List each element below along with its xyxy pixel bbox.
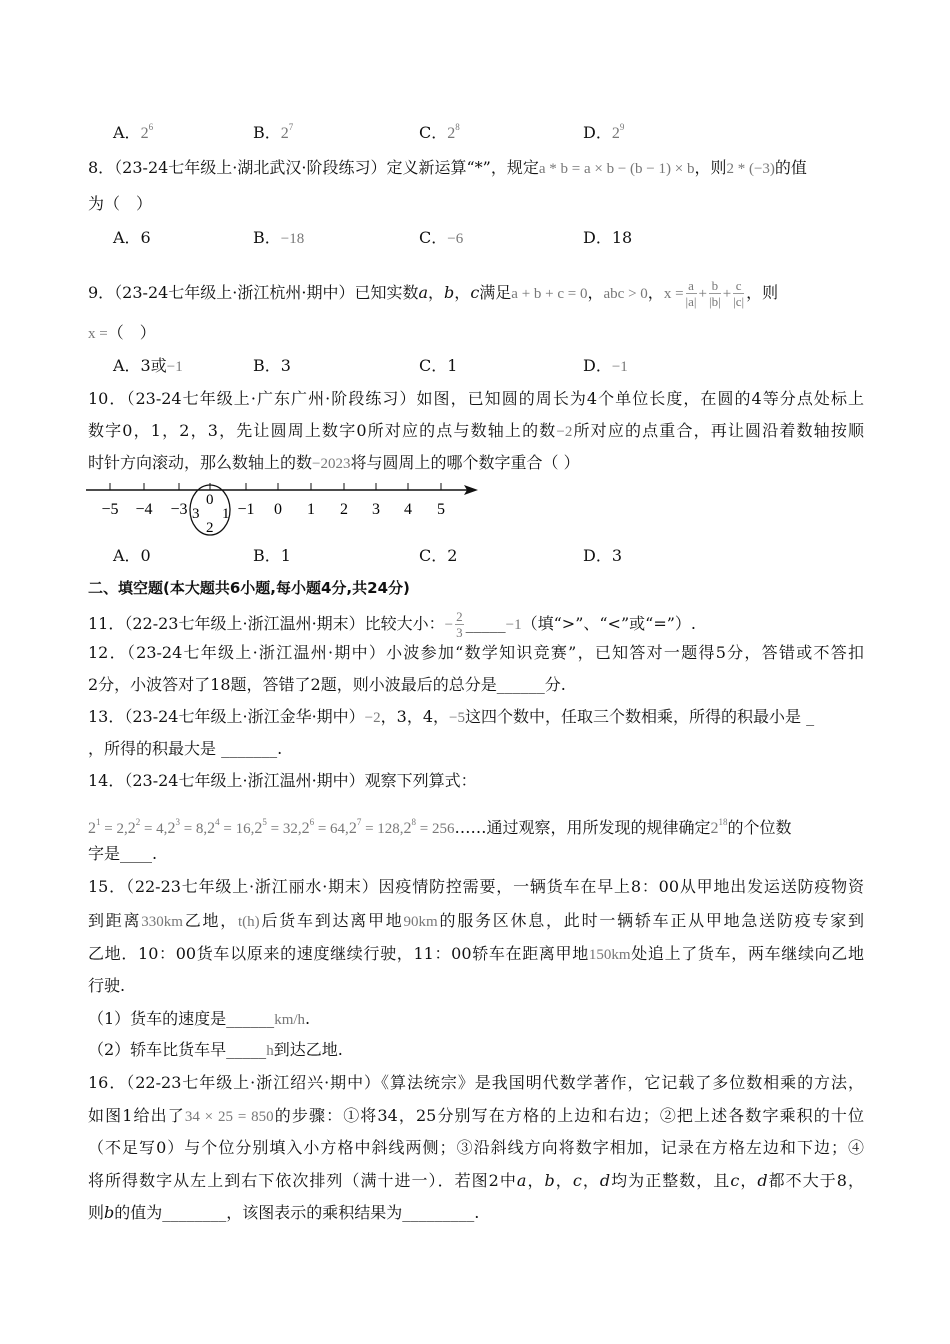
text-run: 15．（22-23七年级上·浙江丽水·期末）因疫情防控需要，一辆货车在早上8：00从甲地出发运送防疫物资 [88,877,864,896]
power-exponent: 7 [288,122,294,132]
question-line [88,1202,864,1224]
math-expression: −2 [364,710,381,726]
power-expression [710,817,728,837]
power-base: 2 [280,125,289,142]
text-run: ， [647,283,664,302]
math-expression: = 256 [416,821,455,837]
text-run: 13．（23-24七年级上·浙江金华·期中） [88,707,365,726]
text-run: C． [419,228,448,247]
text-run: 将与圆周上的哪个数字重合（ ） [350,453,580,472]
text-run: （填“>”、“<”或“=”）. [521,614,696,633]
question-line [88,770,864,792]
tick-label: −1 [237,501,255,518]
answer-option-D [583,116,624,145]
answer-option-A [113,227,151,249]
answer-option-B [253,116,293,145]
power-base: 2 [447,125,456,142]
power-exponent: 7 [356,817,362,827]
fraction [733,278,744,309]
answer-option-C [419,116,460,145]
question-line [88,876,864,898]
power-expression [348,817,362,837]
fraction-numerator: 2 [456,609,463,624]
power-expression [88,817,101,837]
power-expression [254,817,267,837]
power-base: 2 [254,820,263,837]
text-run: 的值为________，该图表示的乘积结果为_________. [114,1203,480,1222]
text-run: ，3，4， [380,707,450,726]
text-run: 这四个数中，任取三个数相乘，所得的积最小是 _ [464,707,815,726]
math-expression: + [698,286,707,302]
question-line [88,193,864,215]
math-expression: = 16, [219,821,255,837]
text-run: 11．（22-23七年级上·浙江温州·期末）比较大小： [88,614,445,633]
power-base: 2 [348,820,357,837]
question-line [88,843,864,865]
variable: c [572,1171,582,1190]
text-run: 8．（23-24七年级上·湖北武汉·阶段练习）定义新运算“*”，规定 [88,158,539,177]
text-run: 数字0，1，2，3，先让圆周上数字0所对应的点与数轴上的数 [88,421,557,440]
math-expression: −5 [449,710,465,726]
power-expression [207,817,220,837]
power-exponent: 2 [135,817,141,827]
power-exponent: 6 [148,122,154,132]
tick-label: −5 [101,501,119,518]
math-expression: = 64, [314,821,349,837]
power-exponent: 8 [455,122,460,132]
answer-option-C [419,227,463,250]
text-run: D．3 [583,546,623,565]
math-expression: t(h) [238,914,260,930]
tick-label: 3 [372,501,380,518]
fraction-numerator: c [733,278,744,294]
question-line [88,706,864,729]
question-line [88,1072,864,1094]
power-exponent: 8 [411,817,417,827]
circle-label-left: 3 [192,506,200,522]
text-run: 则 [88,1203,105,1222]
math-expression: = 8, [179,821,208,837]
question-line [88,1137,864,1159]
math-expression: −1 [166,359,183,375]
math-expression: −2023 [312,456,351,472]
text-run: 如图1给出了 [88,1106,185,1125]
text-run: 处追上了货车，两车继续向乙地 [630,944,864,963]
text-run: 满足 [479,283,512,302]
power-exponent: 6 [309,817,315,827]
fraction-denominator: |c| [733,294,745,309]
power-base: 2 [301,820,310,837]
question-line [88,322,864,345]
tick-label: 2 [340,501,348,518]
text-run: B． [253,123,281,142]
math-expression: = 32, [266,821,302,837]
text-run: ， [454,283,471,302]
text-run: 14．（23-24七年级上·浙江温州·期中）观察下列算式： [88,771,477,790]
power-exponent: 4 [215,817,220,827]
tick-label: 5 [437,501,445,518]
tick-label: 4 [404,501,412,518]
fraction-denominator: 3 [456,625,463,640]
variable: a [516,1171,527,1190]
circle-label-right: 1 [222,506,230,522]
text-run: . [305,1009,311,1028]
question-line [88,1008,864,1031]
section-heading [88,577,864,599]
power-expression [301,817,315,837]
power-base: 2 [710,820,719,837]
text-run: ，所得的积最大是 _______. [88,739,283,758]
power-expression [611,122,625,142]
question-line [88,609,864,640]
power-expression [127,817,141,837]
math-expression: 90km [403,914,438,930]
math-expression: = 4, [140,821,168,837]
math-expression: 2 * (−3) [726,161,775,177]
power-expression [167,817,180,837]
fraction-numerator: a [686,278,697,294]
answer-option-D [583,545,622,567]
power-base: 2 [403,820,412,837]
power-exponent: 3 [175,817,180,827]
question-line [88,975,864,997]
answer-option-D [583,355,628,378]
section-heading-text: 二、填空题(本大题共6小题,每小题4分,共24分) [88,579,410,597]
math-expression: −1 [611,359,628,375]
text-run: 都不大于8， [767,1171,864,1190]
text-run: A． [113,123,141,142]
math-expression: = 2, [100,821,128,837]
text-run: 的个位数 [727,818,792,837]
power-expression [280,122,294,142]
answer-option-A [113,116,153,145]
text-run: ， [554,1171,573,1190]
text-run: A．3或 [113,356,167,375]
text-run: 16．（22-23七年级上·浙江绍兴·期中）《算法统宗》是我国明代数学著作，它记载了多位数相乘的方法， [88,1073,864,1092]
text-run: 12．（23-24七年级上·浙江温州·期中）小波参加“数学知识竞赛”，已知答对一题得5分，答错或不答扣 [88,643,864,662]
power-exponent: 9 [619,122,625,132]
text-run: 字是____. [88,844,158,863]
answer-option-D [583,227,632,249]
text-run: C．2 [419,546,458,565]
question-line [88,811,864,840]
text-run: ，则 [746,283,779,302]
text-run: 后货车到达离甲地 [259,911,404,930]
question-line [88,420,864,443]
question-line [88,278,864,309]
text-run: （2）轿车比货车早_____ [88,1040,267,1059]
text-run: （不足写0）与个位分别填入小方格中斜线两侧；③沿斜线方向将数字相加，记录在方格左边和下边；④ [88,1138,864,1157]
question-line [88,388,864,410]
variable: a [418,283,429,302]
math-expression: − [444,617,454,633]
text-run: （1）货车的速度是______ [88,1009,275,1028]
math-expression: 330km [141,914,183,930]
math-expression: + [722,286,732,302]
text-run: 将所得数字从左上到右下依次排列（满十进一）．若图2中 [88,1171,517,1190]
text-run: ， [587,283,604,302]
math-expression: a + b + c = 0 [511,286,588,302]
math-expression: −6 [447,231,464,247]
tick-label: −3 [170,501,188,518]
text-run: 的步骤：①将34，25分别写在方格的上边和右边；②把上述各数字乘积的十位 [273,1106,864,1125]
text-run: 9．（23-24七年级上·浙江杭州·期中）已知实数 [88,283,419,302]
answer-option-A [113,545,151,567]
math-expression: x = [88,326,108,342]
power-expression [403,817,417,837]
power-base: 2 [88,820,96,837]
fraction [686,278,697,309]
fraction [709,278,721,309]
text-run: D． [583,356,612,375]
text-run: A．0 [113,546,151,565]
answer-option-C [419,355,457,377]
tick-label: 0 [274,501,282,518]
power-exponent: 18 [718,817,728,827]
circle-label-top: 0 [206,492,214,508]
question-line [88,642,864,664]
text-run: 所对应的点重合，再让圆沿着数轴按顺 [572,421,864,440]
text-run: ， [428,283,445,302]
text-run: ，则 [694,158,727,177]
variable: d [599,1171,611,1190]
fraction [455,609,464,640]
math-expression: 34 × 25 = 850 [184,1109,274,1125]
math-expression: = 128, [361,821,404,837]
question-line [88,1039,864,1062]
text-run: ， [526,1171,545,1190]
text-run: B．1 [253,546,291,565]
math-expression: −1 [505,617,522,633]
question-line [88,738,864,760]
math-expression: −18 [280,231,305,247]
text-run: D．18 [583,228,633,247]
question-line [88,943,864,966]
power-exponent: 1 [96,817,101,827]
text-run: C．1 [419,356,458,375]
tick-label: −4 [135,501,153,518]
variable: b [544,1171,555,1190]
question-line [88,674,864,696]
text-run: 10．（23-24七年级上·广东广州·阶段练习）如图，已知圆的周长为4个单位长度，在圆的4等分点处标上 [88,389,864,408]
text-run: D． [583,123,612,142]
question-line [88,452,864,475]
text-run: 的服务区休息，此时一辆轿车正从甲地急送防疫专家到 [437,911,864,930]
text-run: ， [581,1171,600,1190]
question-line [88,1170,864,1192]
answer-option-B [253,227,304,250]
answer-option-C [419,545,457,567]
circle-label-bottom: 2 [206,520,214,536]
text-run: 乙地．10：00货车以原来的速度继续行驶，11：00轿车在距离甲地 [88,944,589,963]
text-run: 的值 [774,158,807,177]
variable: b [444,283,455,302]
math-expression: h [266,1043,274,1059]
text-run: 均为正整数，且 [610,1171,731,1190]
number-line-figure [86,478,486,540]
power-expression [447,122,460,142]
question-line [88,1105,864,1128]
power-base: 2 [167,820,176,837]
text-run: 到达乙地. [273,1040,343,1059]
text-run: 到距离 [88,911,142,930]
math-expression: 150km [588,947,631,963]
math-expression: km/h [274,1012,306,1028]
answer-option-B [253,355,291,377]
text-run: 2分，小波答对了18题，答错了2题，则小波最后的总分是______分. [88,675,566,694]
answer-option-B [253,545,291,567]
answer-option-A [113,355,183,378]
math-expression: abc > 0 [603,286,648,302]
variable: b [104,1203,115,1222]
power-exponent: 5 [262,817,267,827]
math-expression: a * b = a × b − (b − 1) × b [538,161,695,177]
variable: d [757,1171,768,1190]
fraction-denominator: |a| [685,294,697,309]
text-run: 乙地， [182,911,239,930]
variable: c [470,283,480,302]
text-run: ……通过观察，用所发现的规律确定 [454,818,711,837]
math-expression: −2 [556,424,573,440]
text-run: 行驶. [88,976,126,995]
text-run: ， [739,1171,758,1190]
tick-label: 1 [307,501,315,518]
text-run: 时针方向滚动，那么数轴上的数 [88,453,313,472]
question-line [88,157,864,180]
variable: c [730,1171,740,1190]
question-line [88,910,864,933]
text-run: （ ） [107,323,156,342]
fraction-denominator: |b| [708,294,721,309]
fraction-numerator: b [709,278,721,294]
text-run: B．3 [253,356,291,375]
text-run: C． [419,123,448,142]
power-expression [140,122,154,142]
math-expression: x = [663,286,684,302]
text-run: B． [253,228,281,247]
text-run: _____ [465,614,506,633]
power-base: 2 [127,820,136,837]
power-base: 2 [611,125,620,142]
text-run: 为（ ） [88,194,153,213]
text-run: A．6 [113,228,151,247]
power-base: 2 [140,125,149,142]
power-base: 2 [207,820,216,837]
